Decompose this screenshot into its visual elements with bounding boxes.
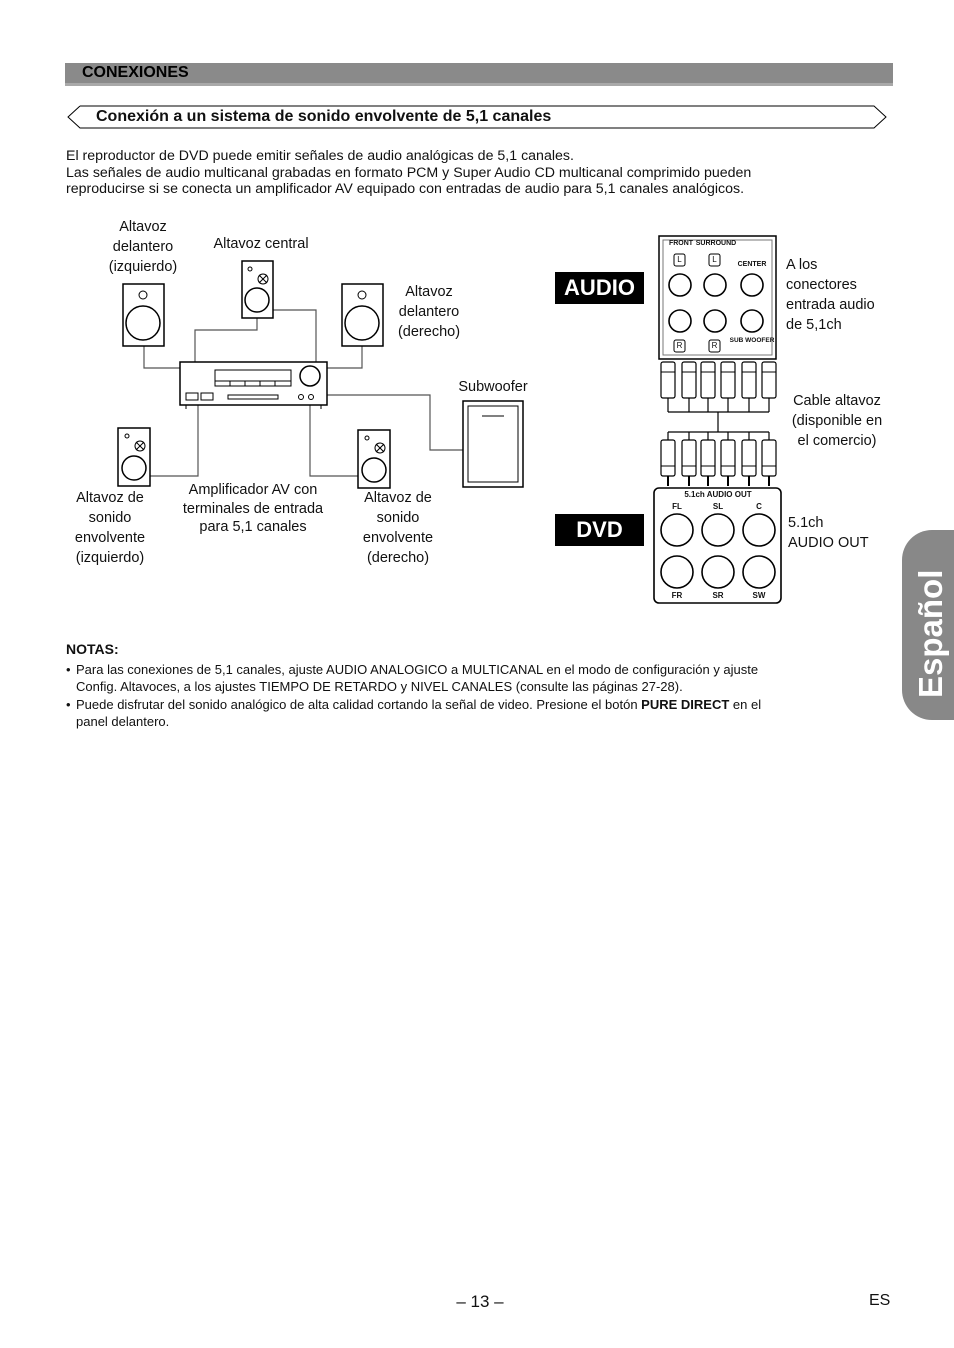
subwoofer-label: Subwoofer [458,379,528,395]
notes-title: NOTAS: [66,641,119,657]
audio-panel-l-label: L [677,255,682,264]
connectors-label: A los conectores entrada audio de 5,1ch [786,257,875,333]
front-right-speaker-icon [342,284,383,346]
audio-panel-r-label: R [676,341,683,350]
av-amplifier-icon [180,362,327,409]
dvd-panel-fl: FL [672,502,682,511]
note-text: Para las conexiones de 5,1 canales, ajuste AUDIO ANALOGICO a MULTICANAL en el modo de configuración y ajuste [76,661,759,677]
front-left-label: Altavoz delantero (izquierdo) [108,219,178,275]
subwoofer-icon [463,401,523,487]
intro-line: Las señales de audio multicanal grabadas en formato PCM y Super Audio CD multicanal comprimido pueden [66,164,752,181]
language-code: ES [869,1292,891,1309]
bullet: • [66,661,71,677]
audio-tag: AUDIO [555,272,644,304]
center-speaker-icon [242,261,273,318]
note-text: Config. Altavoces, a los ajustes TIEMPO DE RETARDO y NIVEL CANALES (consulte las páginas 27-28). [76,679,683,694]
audio-panel-surround-label: SURROUND [695,240,737,247]
language-tab [902,530,954,720]
cable-label: Cable altavoz (disponible en el comercio) [791,393,883,449]
surround-left-speaker-icon [118,428,150,486]
amplifier-label: Amplificador AV con terminales de entrada para 5,1 canales [182,482,324,535]
audio-out-label: 5.1ch AUDIO OUT [788,515,869,551]
dvd-panel-c: C [756,502,762,511]
dvd-panel-sr: SR [712,591,724,600]
section-title: CONEXIONES [82,64,189,81]
subsection-title: Conexión a un sistema de sonido envolvente de 5,1 canales [96,108,552,125]
dvd-panel-title: 5.1ch AUDIO OUT [684,490,752,499]
bullet: • [66,696,71,712]
note-item [66,696,896,731]
note-text: Puede disfrutar del sonido analógico de alta calidad cortando la señal de video. Presione el botón PURE DIRECT en el [76,696,762,712]
audio-panel-sub-label: SUB WOOFER [729,337,775,344]
language-tab-label: Español [912,569,949,698]
audio-panel-r-label: R [711,341,718,350]
audio-panel-front-label: FRONT [668,240,694,247]
dvd-tag: DVD [555,514,644,546]
surround-right-label: Altavoz de sonido envolvente (derecho) [362,490,434,566]
intro-line: El reproductor de DVD puede emitir señales de audio analógicas de 5,1 canales. [66,148,574,164]
note-text: panel delantero. [76,714,170,729]
intro-line: reproducirse si se conecta un amplificador AV equipado con entradas de audio para 5,1 canales analógicos. [66,181,745,197]
surround-right-speaker-icon [358,430,390,488]
dvd-panel-fr: FR [671,591,683,600]
center-label: Altavoz central [213,236,309,252]
dvd-panel-sl: SL [712,502,724,511]
page-number: – 13 – [456,1292,504,1311]
dvd-panel-sw: SW [752,591,766,600]
front-left-speaker-icon [123,284,164,346]
notes [66,641,896,731]
surround-left-label: Altavoz de sonido envolvente (izquierdo) [74,490,146,566]
speaker-cable-icon [661,362,776,486]
audio-panel-l-label: L [712,255,717,264]
audio-panel-center-label: CENTER [737,261,767,268]
front-right-label: Altavoz delantero (derecho) [397,284,461,340]
note-item [66,661,896,696]
